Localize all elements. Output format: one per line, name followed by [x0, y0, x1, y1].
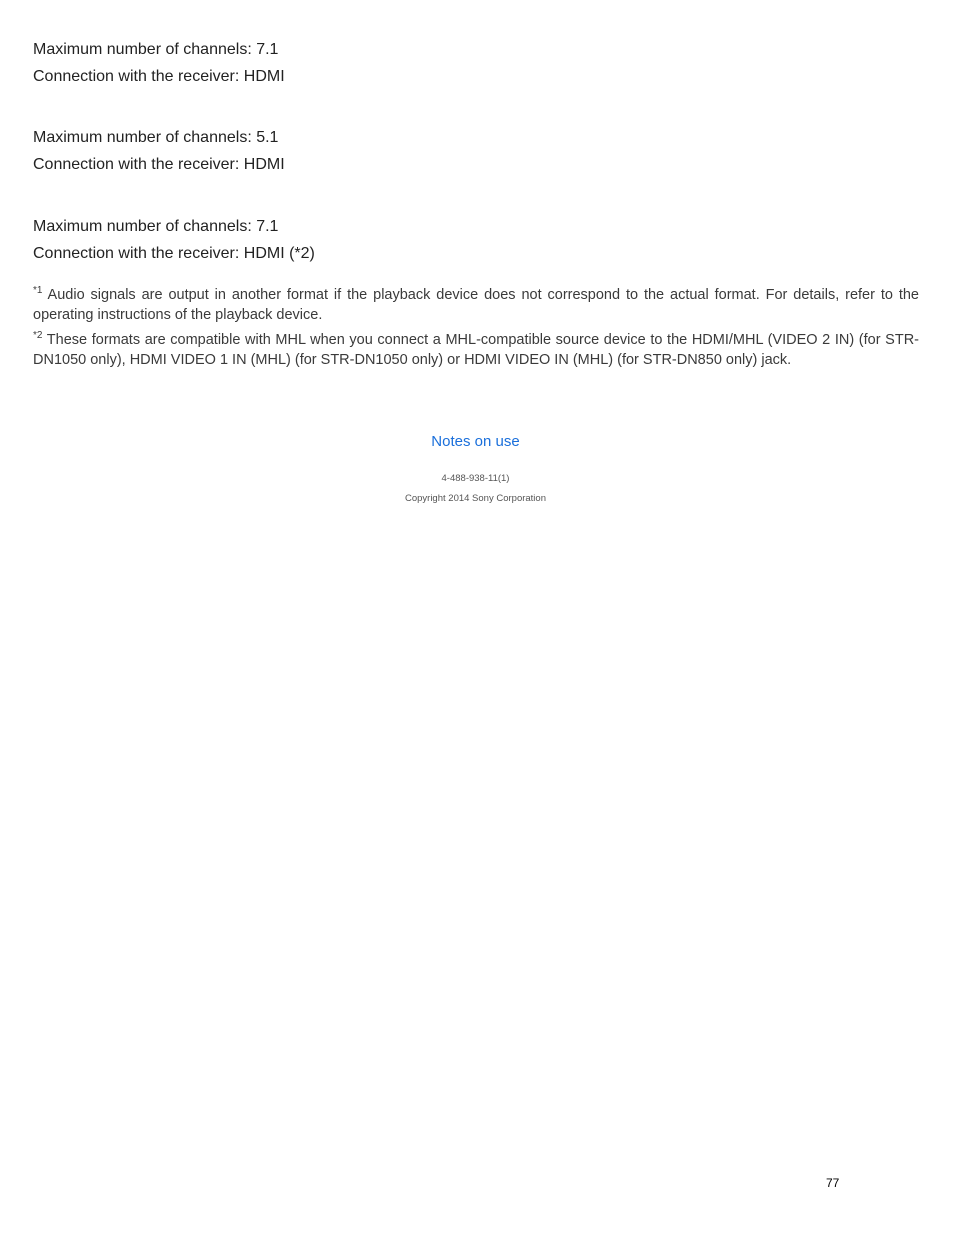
footnote-text: Audio signals are output in another format if the playback device does not correspond to the actual format. For details, refer to the operating instructions of the playback device.: [33, 287, 919, 323]
page-number: 77: [826, 1176, 840, 1190]
footnote-1: [33, 285, 919, 325]
max-channels-text: Maximum number of channels: 7.1: [33, 218, 279, 235]
footnote-text: These formats are compatible with MHL when you connect a MHL-compatible source device to the HDMI/MHL (VIDEO 2 IN) (for STR-DN1050 only), HDMI VIDEO 1 IN (MHL) (for STR-DN1050 only) or HDMI VIDEO IN (MHL) (for STR-DN850 only) jack.: [33, 332, 919, 368]
connection-text: Connection with the receiver: HDMI: [33, 68, 285, 85]
max-channels-text: Maximum number of channels: 7.1: [33, 41, 279, 58]
footnote-marker: *1: [33, 285, 43, 296]
footnote-marker: *2: [33, 330, 43, 341]
document-code: 4-488-938-11(1): [441, 473, 510, 484]
connection-text: Connection with the receiver: HDMI (*2): [33, 245, 315, 262]
max-channels-text: Maximum number of channels: 5.1: [33, 129, 279, 146]
footnote-2: [33, 330, 919, 370]
connection-text: Connection with the receiver: HDMI: [33, 156, 285, 173]
copyright-text: Copyright 2014 Sony Corporation: [404, 493, 546, 504]
notes-on-use-link[interactable]: Notes on use: [431, 433, 520, 450]
